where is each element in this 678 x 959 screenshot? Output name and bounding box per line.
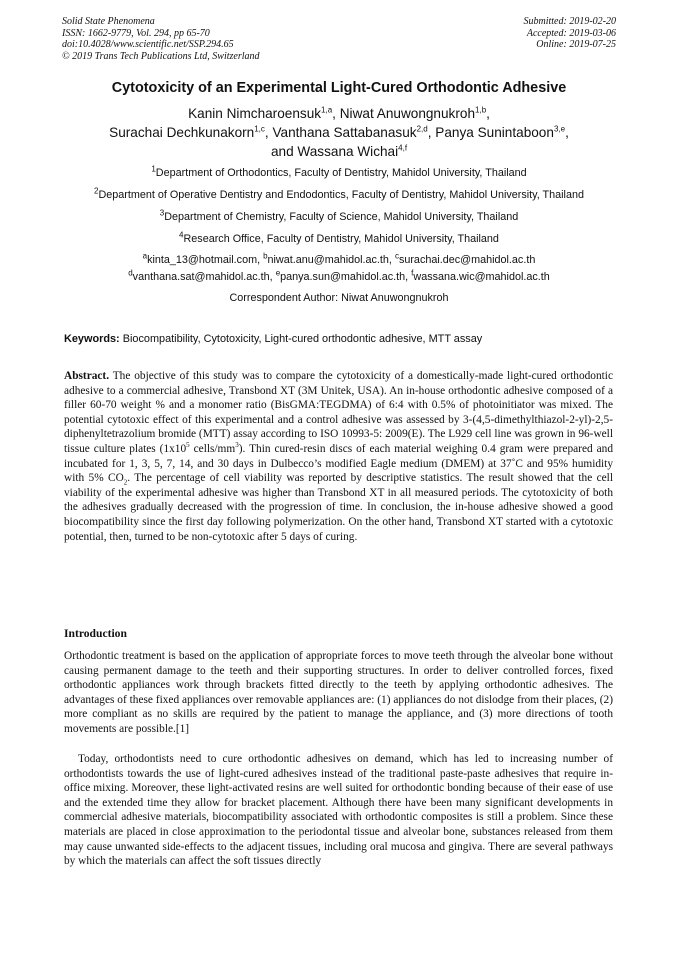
affiliation-4 — [0, 230, 678, 245]
author-affiliation-mark: 4,f — [398, 143, 408, 153]
abstract-text-3: ). Thin cured-resin discs of each material weighing 0.4 gram were prepared and incubated for 1, 3, 5, 7, 14, and 30 days in Dulbecco’s modified Eagle medium (DMEM) at 37˚C and 95% humidity with 5% CO — [64, 442, 613, 485]
journal-header-left — [62, 16, 260, 62]
affiliation-text: Department of Operative Dentistry and Endodontics, Faculty of Dentistry, Mahidol University, Thailand — [98, 189, 584, 201]
abstract-superscript-1: 5 — [186, 441, 190, 450]
author-affiliation-mark: 1,b — [475, 105, 487, 115]
keywords — [64, 333, 616, 345]
author-separator: , — [332, 106, 340, 121]
author-name: Kanin Nimcharoensuk — [188, 106, 322, 121]
affiliation-mark: 2 — [94, 186, 99, 196]
author-name: Niwat Anuwongnukroh — [339, 106, 476, 121]
author-name: Surachai Dechkunakorn — [109, 125, 255, 140]
author-name: Panya Sunintaboon — [435, 125, 554, 140]
author-affiliation-mark: 2,d — [416, 124, 428, 134]
abstract-text-1: The objective of this study was to compare the cytotoxicity of a domestically-made light-cured orthodontic adhesive to a commercial adhesive, Transbond XT (3M Unitek, USA). An in-house orthodontic adhesive composed of a filler 60-70 weight % and a monomer ratio (BisGMA:TEGDMA) of 6:4 with 0.5% of photoinitiator was mixed. The potential cytotoxic effect of this experimental and a control adhesive was assessed by 3-(4,5-dimethylthiazol-2-yl)-2,5-diphenyltetrazolium bromide (MTT) assay according to ISO 10993-5: 2009(E). The L929 cell line was grown in 96-well tissue culture plates (1x10 — [64, 370, 613, 455]
email-address[interactable]: panya.sun@mahidol.ac.th, — [280, 270, 412, 283]
journal-header-right — [524, 16, 617, 51]
author-separator: , — [427, 125, 436, 140]
affiliation-2 — [0, 186, 678, 201]
affiliation-mark: 3 — [159, 208, 165, 218]
affiliation-text: Department of Chemistry, Faculty of Science, Mahidol University, Thailand — [164, 211, 519, 223]
accepted-date: Accepted: 2019-03-06 — [526, 27, 616, 39]
email-mark: d — [128, 267, 133, 277]
online-date: Online: 2019-07-25 — [536, 39, 616, 50]
affiliation-text: Research Office, Faculty of Dentistry, Mahidol University, Thailand — [183, 233, 499, 245]
affiliation-text: Department of Orthodontics, Faculty of Dentistry, Mahidol University, Thailand — [155, 167, 527, 179]
email-address[interactable]: vanthana.sat@mahidol.ac.th, — [132, 270, 276, 283]
submitted-date: Submitted: 2019-02-20 — [523, 16, 616, 27]
journal-name: Solid State Phenomena — [62, 16, 155, 27]
introduction-paragraph-2-text: Today, orthodontists need to cure orthodontic adhesives on demand, which has led to increasing number of orthodontists towards the use of light-cured adhesives instead of the traditional paste-paste adhesives that require in-office mixing. Moreover, these light-activated resins are well suited for orthodontic bonding because of their ease of use and the extended time they allow for bracket placement. Although there have been many significant developments in commercial adhesive materials, biocompatibility associated with orthodontic composites is still a problem. Since these materials are placed in close approximation to the periodontal tissue and alveolar bone, substances released from them may cause unwanted side-effects to the adjacent tissues, including oral mucosa and gingiva. There are several pathways by which the materials can affect the soft tissues directly — [64, 753, 613, 868]
introduction-paragraph-2 — [64, 752, 613, 869]
affiliation-3 — [0, 208, 678, 223]
author-separator: , — [264, 125, 273, 140]
author-name: Vanthana Sattabanasuk — [272, 125, 417, 140]
author-separator: , — [486, 106, 490, 121]
email-address[interactable]: surachai.dec@mahidol.ac.th — [398, 254, 536, 266]
section-heading-introduction: Introduction — [64, 627, 127, 640]
email-address[interactable]: kinta_13@hotmail.com, — [147, 254, 264, 266]
author-name: and Wassana Wichai — [270, 144, 399, 159]
author-affiliation-mark: 1,a — [321, 105, 333, 115]
email-mark: c — [394, 251, 399, 261]
affiliation-mark: 4 — [179, 230, 184, 240]
author-affiliation-mark: 1,c — [254, 124, 265, 134]
email-mark: e — [275, 267, 281, 277]
keywords-label: Keywords: — [64, 333, 120, 345]
abstract-subscript-1: 2 — [123, 478, 128, 487]
email-mark: b — [263, 251, 268, 261]
issn-line: ISSN: 1662-9779, Vol. 294, pp 65-70 — [62, 27, 210, 39]
correspondent-author: Correspondent Author: Niwat Anuwongnukroh — [229, 292, 449, 304]
keywords-text: Biocompatibility, Cytotoxicity, Light-cured orthodontic adhesive, MTT assay — [119, 333, 483, 345]
abstract-label: Abstract. — [64, 370, 110, 382]
email-address[interactable]: wassana.wic@mahidol.ac.th — [413, 270, 550, 283]
author-emails — [0, 252, 678, 285]
affiliation-1 — [0, 164, 678, 179]
copyright-line: © 2019 Trans Tech Publications Ltd, Switzerland — [62, 50, 260, 62]
abstract-text-4: . The percentage of cell viability was reported by descriptive statistics. The result showed that the cell viability of the experimental adhesive was higher than Transbond XT in all measured periods. The cytotoxicity of both the adhesives gradually decreased with the progression of time. In conclusion, the in-house adhesive showed a good biocompatibility since the first day following polymerization. On the other hand, Transbond XT started with a cytotoxic potential, then, turned to be non-cytotoxic after 5 days of curing. — [64, 472, 613, 543]
email-mark: a — [142, 251, 148, 261]
paper-title: Cytotoxicity of an Experimental Light-Cured Orthodontic Adhesive — [111, 80, 567, 96]
author-list — [40, 104, 638, 161]
author-separator: , — [565, 125, 569, 140]
author-affiliation-mark: 3,e — [553, 124, 566, 134]
introduction-paragraph-1: Orthodontic treatment is based on the application of appropriate forces to move teeth through the alveolar bone without causing permanent damage to the teeth and their supporting structures. In order to deliver controlled forces, fixed orthodontic appliances work through brackets fitted directly to the teeth by applying orthodontic adhesives. The advantages of these fixed appliances over removable appliances are: (1) appliances do not dislodge from their places, (2) more compliant as no skills are required by the patient to manage the appliance, and (3) more directions of tooth movements are possible.[1] — [64, 650, 613, 735]
email-address[interactable]: niwat.anu@mahidol.ac.th, — [267, 254, 395, 266]
abstract-text-2: cells/mm — [189, 442, 236, 455]
affiliation-mark: 1 — [151, 164, 156, 174]
doi-line: doi:10.4028/www.scientific.net/SSP.294.65 — [62, 39, 234, 50]
abstract — [64, 369, 613, 544]
email-mark: f — [411, 267, 414, 277]
abstract-superscript-2: 3 — [235, 441, 239, 450]
